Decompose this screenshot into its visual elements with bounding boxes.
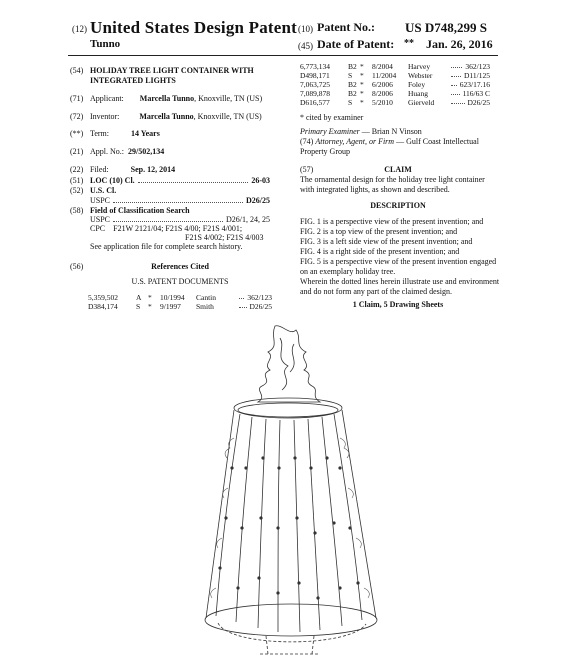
ref-kind: S	[348, 98, 353, 107]
uspc-value: D26/25	[246, 196, 270, 205]
field-code-57: (57)	[300, 165, 314, 174]
description-title: DESCRIPTION	[370, 201, 426, 210]
field-code-58: (58)	[70, 206, 84, 215]
ref-date: 6/2006	[372, 80, 393, 89]
claim-text: The ornamental design for the holiday tree light container with integrated lights, as shown and described.	[300, 175, 485, 194]
patent-type-title: United States Design Patent	[90, 18, 298, 37]
ref-class: D26/25	[249, 302, 272, 311]
search-cpc-value-1: F21W 2121/04; F21S 4/00; F21S 4/001;	[113, 224, 243, 233]
search-uspc-value: D26/1, 24, 25	[226, 215, 270, 224]
attorney-label: Attorney, Agent, or Firm	[315, 137, 395, 146]
ref-date: 11/2004	[372, 71, 397, 80]
tree-container-drawing	[170, 318, 410, 663]
applicant-location: , Knoxville, TN (US)	[194, 94, 263, 103]
search-uspc-label: USPC	[90, 215, 111, 224]
field-code-term: (**)	[70, 129, 84, 138]
ref-number: 5,359,502	[88, 293, 118, 302]
loc-value: 26-03	[251, 176, 270, 185]
container-body-right	[342, 410, 376, 618]
filed-value: Sep. 12, 2014	[130, 165, 176, 174]
leader-dots	[451, 62, 462, 68]
appl-no-label: Appl. No.:	[90, 147, 124, 156]
ref-name: Cantin	[196, 293, 216, 302]
search-cpc-value-2: F21S 4/002; F21S 4/003	[185, 233, 264, 242]
ref-number: D498,171	[300, 71, 330, 80]
reference-row	[300, 62, 490, 71]
inventor-name: Marcella Tunno	[139, 112, 194, 121]
ref-star: *	[360, 98, 364, 107]
ref-class: 362/123	[465, 62, 490, 71]
ref-kind: A	[136, 293, 142, 302]
field-code-21: (21)	[70, 147, 84, 156]
search-history-note: See application file for complete search history.	[90, 242, 243, 251]
ref-name: Harvey	[408, 62, 431, 71]
leader-dots	[451, 71, 461, 77]
cited-by-examiner: * cited by examiner	[300, 113, 364, 122]
right-reference-list	[300, 62, 490, 107]
date-value: Jan. 26, 2016	[426, 37, 493, 51]
attorney-code: (74)	[300, 137, 314, 146]
ref-name: Webster	[408, 71, 433, 80]
ref-number: 7,063,725	[300, 80, 330, 89]
examiner-name: — Brian N Vinson	[359, 127, 422, 136]
ref-class: 623/17.16	[459, 80, 490, 89]
reference-row	[300, 98, 490, 107]
figure-descriptions	[300, 217, 500, 297]
inventor-row	[90, 112, 262, 122]
container-base	[205, 604, 377, 636]
search-cpc-label: CPC	[90, 224, 106, 233]
uspc-label: USPC	[90, 196, 111, 205]
leader-dots	[239, 302, 247, 308]
figure-description	[300, 257, 500, 277]
field-code-56: (56)	[70, 262, 84, 271]
field-code-54: (54)	[70, 66, 84, 75]
fig-ref: FIG. 5	[300, 257, 321, 266]
fig-ref: FIG. 4	[300, 247, 321, 256]
term-value: 14 Years	[131, 129, 160, 138]
field-code-52: (52)	[70, 186, 84, 195]
ref-star: *	[360, 80, 364, 89]
ref-star: *	[148, 293, 152, 302]
loc-row	[90, 176, 270, 186]
ref-number: D616,577	[300, 98, 330, 107]
fig-text: is a left side view of the present invention; and	[320, 237, 473, 246]
fig-text: is a top view of the present invention; and	[320, 227, 458, 236]
appl-no-row	[90, 147, 164, 157]
design-title: HOLIDAY TREE LIGHT CONTAINER WITH INTEGRATED LIGHTS	[90, 66, 254, 85]
ref-date: 10/1994	[160, 293, 185, 302]
us-patent-documents-title: U.S. PATENT DOCUMENTS	[131, 277, 229, 286]
field-code-72: (72)	[70, 112, 84, 121]
ref-kind: S	[348, 71, 353, 80]
reference-row	[300, 89, 490, 98]
fig-text: is a perspective view of the present invention; and	[320, 217, 484, 226]
field-code-71: (71)	[70, 94, 84, 103]
field-code-22: (22)	[70, 165, 84, 174]
applicant-row	[90, 94, 262, 104]
container-lid	[234, 398, 342, 418]
ref-name: Gierveld	[408, 98, 435, 107]
ref-star: *	[360, 89, 364, 98]
figure-description	[300, 247, 500, 257]
reference-row	[300, 80, 490, 89]
header-number: (12)	[72, 24, 87, 34]
examiner-label: Primary Examiner	[300, 127, 360, 136]
figure-description	[300, 217, 500, 227]
ref-star: *	[360, 71, 364, 80]
fig-ref: FIG. 2	[300, 227, 321, 236]
leader-dots	[113, 215, 223, 222]
date-label: Date of Patent:	[317, 37, 395, 51]
claims-sheets-count: 1 Claim, 5 Drawing Sheets	[352, 300, 444, 309]
header-rule	[68, 55, 498, 56]
ref-class: 362/123	[247, 293, 272, 302]
leader-dots	[239, 293, 244, 299]
claim-title: CLAIM	[384, 165, 412, 174]
leader-dots	[451, 89, 460, 95]
reference-row	[88, 293, 272, 302]
fig-text: is a right side of the present invention; and	[320, 247, 460, 256]
attorney-name: — Gulf Coast Intellectual Property Group	[300, 137, 479, 156]
ref-kind: S	[136, 302, 141, 311]
ref-number: D384,174	[88, 302, 118, 311]
reference-row	[300, 71, 490, 80]
fig-ref: FIG. 3	[300, 237, 321, 246]
ref-number: 7,089,878	[300, 89, 330, 98]
ref-name: Huang	[408, 89, 428, 98]
ref-name: Foley	[408, 80, 426, 89]
patent-no-value: US D748,299 S	[405, 20, 487, 35]
figure-description	[300, 237, 500, 247]
field-search-label: Field of Classification Search	[90, 206, 190, 215]
inventor-location: , Knoxville, TN (US)	[193, 112, 262, 121]
tree-top-outline	[258, 326, 320, 402]
ref-star: *	[148, 302, 152, 311]
fig-ref: FIG. 1	[300, 217, 321, 226]
ref-star: *	[360, 62, 364, 71]
leader-dots	[451, 98, 465, 104]
ref-date: 8/2006	[372, 89, 393, 98]
patent-no-label: Patent No.:	[317, 20, 375, 34]
patent-no-number: (10)	[298, 24, 313, 34]
ref-date: 5/2010	[372, 98, 393, 107]
ref-number: 6,773,134	[300, 62, 330, 71]
ref-kind: B2	[348, 89, 357, 98]
leader-dots	[451, 80, 457, 86]
figure-description	[300, 227, 500, 237]
inventor-surname: Tunno	[90, 38, 121, 50]
leader-dots	[138, 176, 249, 183]
attorney-block	[300, 137, 498, 157]
light-bulbs	[218, 456, 359, 599]
field-code-51: (51)	[70, 176, 84, 185]
ref-class: 116/63 C	[462, 89, 490, 98]
ref-kind: B2	[348, 62, 357, 71]
ref-name: Smith	[196, 302, 214, 311]
date-stars: **	[404, 38, 414, 49]
leader-dots	[113, 196, 243, 203]
appl-no-value: 29/502,134	[128, 147, 165, 156]
ref-class: D11/125	[464, 71, 490, 80]
term-row	[90, 129, 160, 139]
left-reference-list	[88, 293, 272, 311]
dotted-lines-note: Wherein the dotted lines herein illustrate use and environment and do not form any part of the claimed design.	[300, 277, 500, 296]
ref-date: 8/2004	[372, 62, 393, 71]
date-number: (45)	[298, 41, 313, 51]
term-label: Term:	[90, 129, 109, 138]
fig-text: is a perspective view of the present invention engaged on an exemplary holiday tree.	[300, 257, 497, 276]
ref-class: D26/25	[467, 98, 490, 107]
ref-date: 9/1997	[160, 302, 181, 311]
uspc-row	[90, 196, 270, 206]
primary-examiner	[300, 127, 496, 137]
loc-label: LOC (10) Cl.	[90, 176, 135, 185]
ref-kind: B2	[348, 80, 357, 89]
inventor-label: Inventor:	[90, 112, 120, 121]
filed-label: Filed:	[90, 165, 109, 174]
applicant-name: Marcella Tunno	[139, 94, 195, 103]
reference-row	[88, 302, 272, 311]
filed-row	[90, 165, 175, 175]
us-cl-label: U.S. Cl.	[90, 186, 117, 195]
references-cited-title: References Cited	[151, 262, 209, 271]
applicant-label: Applicant:	[90, 94, 124, 103]
